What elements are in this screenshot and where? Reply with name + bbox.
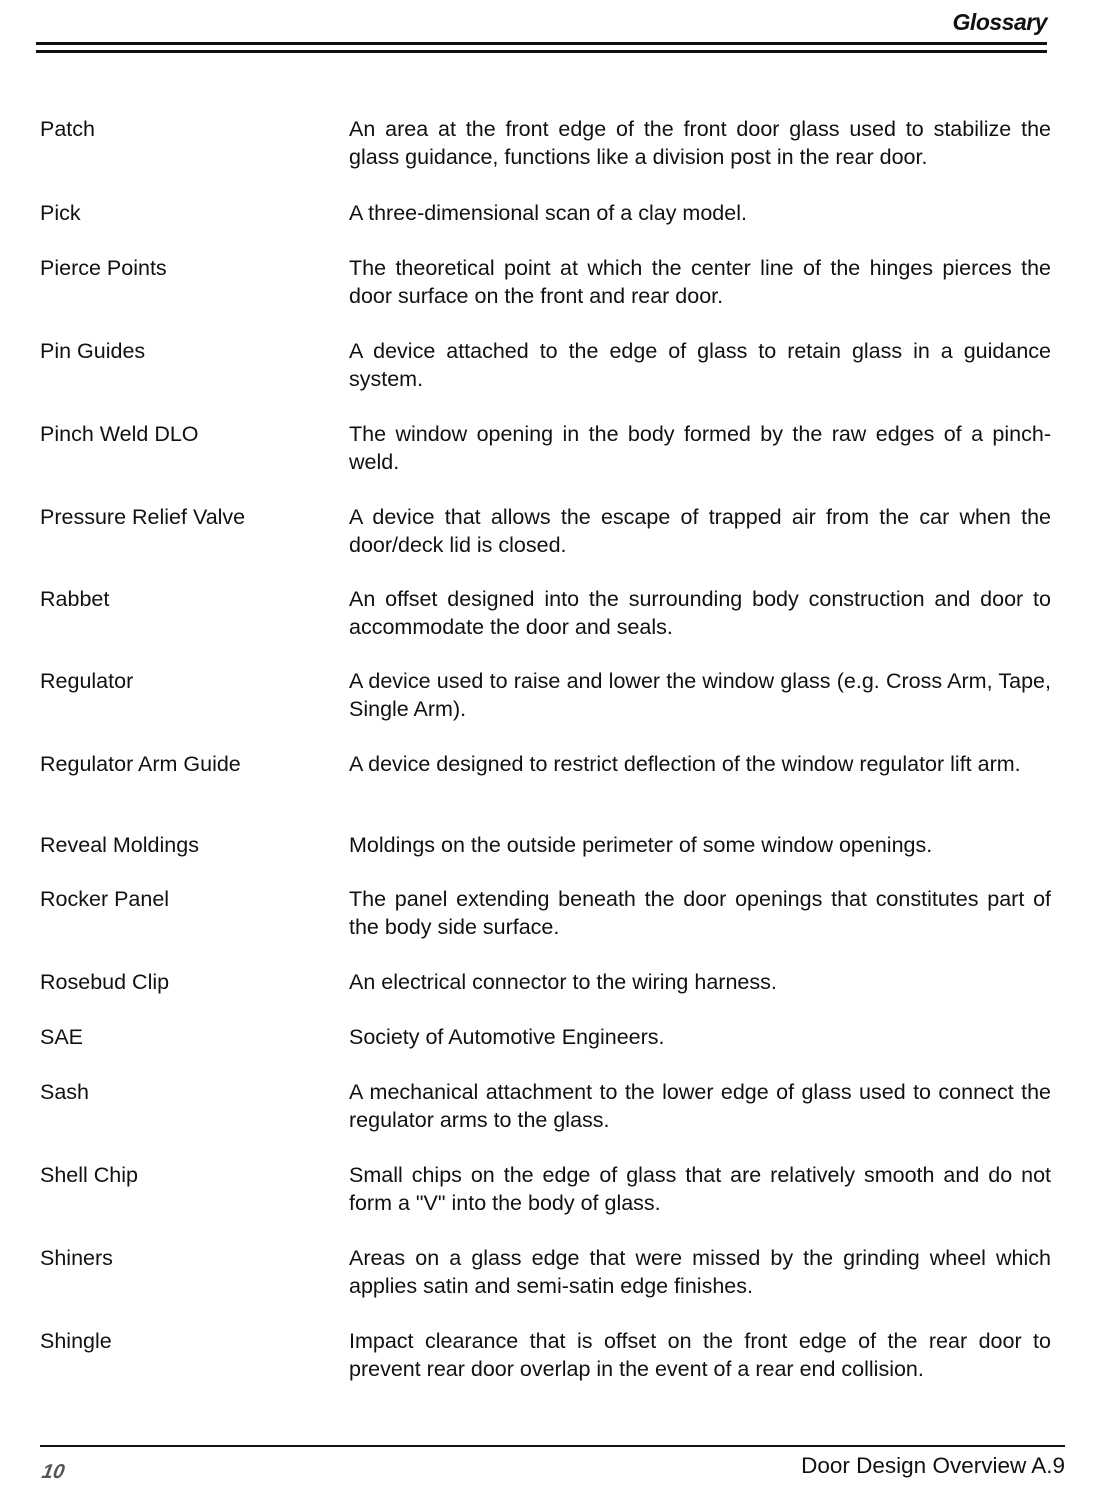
glossary-definition: Society of Automotive Engineers.	[349, 1025, 665, 1049]
glossary-term: Shell Chip	[40, 1163, 138, 1187]
glossary-term: Pressure Relief Valve	[40, 505, 246, 529]
glossary-definition: An area at the front edge of the front door glass used to stabilize the glass guidance, functions like a division post in the rear door.	[349, 117, 1051, 169]
glossary-term: Rabbet	[40, 587, 110, 611]
glossary-definition: A device designed to restrict deflection of the window regulator lift arm.	[349, 752, 1021, 776]
glossary-term: Pinch Weld DLO	[40, 422, 199, 446]
glossary-definition: A device that allows the escape of trapped air from the car when the door/deck lid is closed.	[349, 505, 1051, 557]
glossary-term: Patch	[40, 117, 95, 141]
glossary-term: Shingle	[40, 1329, 112, 1353]
glossary-definition: An offset designed into the surrounding body construction and door to accommodate the door and seals.	[349, 587, 1051, 639]
page-header-title: Glossary	[952, 9, 1047, 35]
glossary-term: Regulator Arm Guide	[40, 752, 241, 776]
glossary-term: Pin Guides	[40, 339, 146, 363]
glossary-term: Reveal Moldings	[40, 833, 199, 857]
glossary-definition: The window opening in the body formed by the raw edges of a pinch-weld.	[349, 422, 1051, 474]
glossary-term: Sash	[40, 1080, 90, 1104]
glossary-term: Pick	[40, 201, 81, 225]
glossary-definition: A mechanical attachment to the lower edge of glass used to connect the regulator arms to the glass.	[349, 1080, 1051, 1132]
glossary-definition: A device used to raise and lower the window glass (e.g. Cross Arm, Tape, Single Arm).	[349, 669, 1051, 721]
header-rule-upper	[36, 42, 1047, 45]
glossary-definition: An electrical connector to the wiring harness.	[349, 970, 777, 994]
page-number: 10	[40, 1461, 67, 1483]
glossary-definition: A three-dimensional scan of a clay model.	[349, 201, 747, 225]
glossary-term: Shiners	[40, 1246, 113, 1270]
glossary-term: Regulator	[40, 669, 134, 693]
glossary-term: Rosebud Clip	[40, 970, 170, 994]
glossary-definition: Moldings on the outside perimeter of some window openings.	[349, 833, 933, 857]
glossary-definition: A device attached to the edge of glass to retain glass in a guidance system.	[349, 339, 1051, 391]
footer-rule	[40, 1445, 1065, 1447]
glossary-definition: Areas on a glass edge that were missed by the grinding wheel which applies satin and semi-satin edge finishes.	[349, 1246, 1051, 1298]
footer-title: Door Design Overview A.9	[801, 1453, 1065, 1478]
glossary-term: SAE	[40, 1025, 84, 1049]
glossary-definition: Small chips on the edge of glass that are relatively smooth and do not form a "V" into the body of glass.	[349, 1163, 1051, 1215]
glossary-definition: The panel extending beneath the door openings that constitutes part of the body side surface.	[349, 887, 1051, 939]
header-rule-lower	[36, 50, 1047, 53]
glossary-term: Rocker Panel	[40, 887, 170, 911]
glossary-term: Pierce Points	[40, 256, 167, 280]
glossary-definition: The theoretical point at which the center line of the hinges pierces the door surface on the front and rear door.	[349, 256, 1051, 308]
glossary-definition: Impact clearance that is offset on the front edge of the rear door to prevent rear door overlap in the event of a rear end collision.	[349, 1329, 1051, 1381]
